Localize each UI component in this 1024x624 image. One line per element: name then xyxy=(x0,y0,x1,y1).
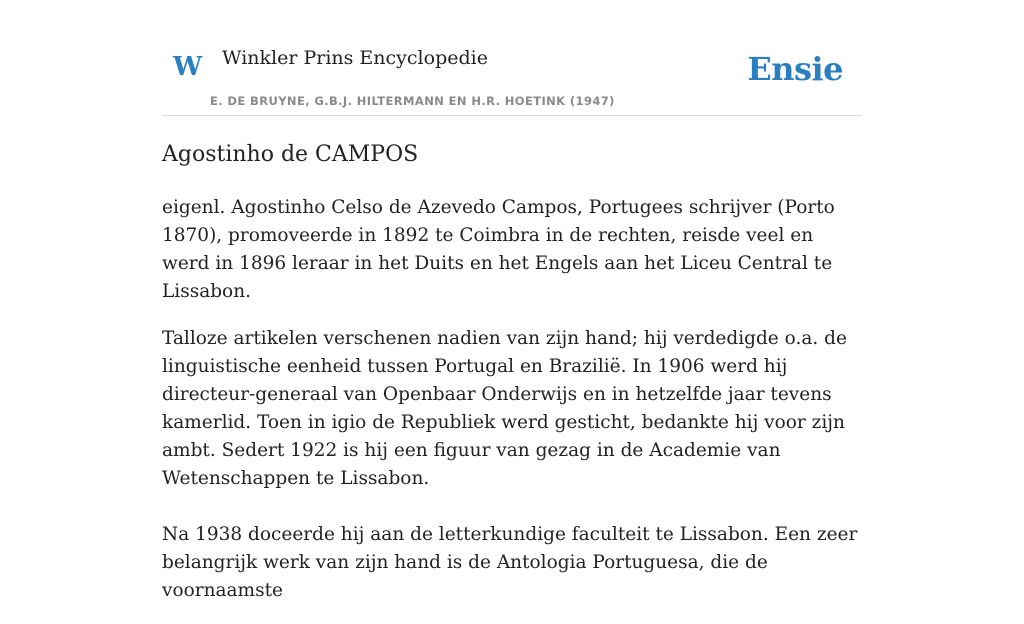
site-header xyxy=(162,38,862,116)
article-content xyxy=(162,140,862,624)
article-title: Agostinho de CAMPOS xyxy=(162,142,419,167)
article-paragraph: Na 1938 doceerde hij aan de letterkundige faculteit te Lissabon. Een zeer belangrijk werk van zijn hand is de Antologia Portuguesa, die de voornaamste xyxy=(162,524,858,601)
site-authors: E. DE BRUYNE, G.B.J. HILTERMANN EN H.R. HOETINK (1947) xyxy=(210,94,615,108)
article-paragraph: eigenl. Agostinho Celso de Azevedo Campos, Portugees schrijver (Porto 1870), promoveerde in 1892 te Coimbra in de rechten, reisde veel en werd in 1896 leraar in het Duits en het Engels aan het Liceu Central te Lissabon. xyxy=(162,197,835,302)
brand-logo[interactable]: Ensie xyxy=(747,50,843,88)
site-logo-icon[interactable]: W xyxy=(173,52,203,82)
site-title[interactable]: Winkler Prins Encyclopedie xyxy=(222,47,488,69)
article-paragraph: Talloze artikelen verschenen nadien van zijn hand; hij verdedigde o.a. de linguistische eenheid tussen Portugal en Brazilië. In 1906 werd hij directeur-generaal van Openbaar Onderwijs en in hetzelfde jaar tevens kamerlid. Toen in igio de Republiek werd gesticht, bedankte hij voor zijn ambt. Sedert 1922 is hij een figuur van gezag in de Academie van Wetenschappen te Lissabon. xyxy=(162,328,847,489)
